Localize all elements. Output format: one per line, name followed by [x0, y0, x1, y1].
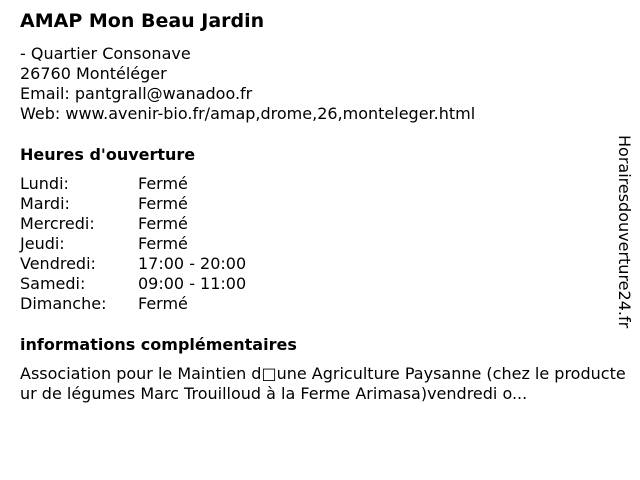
day-label: Mardi: [20, 194, 70, 213]
hours-table [20, 174, 246, 314]
day-label: Vendredi: [20, 254, 96, 273]
address-city: 26760 Montéléger [20, 64, 167, 83]
hours-row-friday [20, 254, 246, 274]
info-description: Association pour le Maintien d□une Agriculture Paysanne (chez le producteur de légumes Marc Trouilloud à la Ferme Arimasa)vendredi o... [20, 364, 626, 403]
web-line: Web: www.avenir-bio.fr/amap,drome,26,monteleger.html [20, 104, 476, 123]
day-label: Samedi: [20, 274, 86, 293]
day-hours: 17:00 - 20:00 [138, 254, 247, 273]
address-street: - Quartier Consonave [20, 44, 191, 63]
day-label: Dimanche: [20, 294, 107, 313]
day-label: Lundi: [20, 174, 69, 193]
day-hours: Fermé [138, 294, 188, 313]
info-heading: informations complémentaires [20, 335, 297, 354]
hours-heading: Heures d'ouverture [20, 145, 196, 164]
day-label: Mercredi: [20, 214, 95, 233]
business-address [20, 44, 475, 124]
email-line: Email: pantgrall@wanadoo.fr [20, 84, 253, 103]
hours-row-tuesday [20, 194, 246, 214]
hours-row-wednesday [20, 214, 246, 234]
day-label: Jeudi: [20, 234, 65, 253]
hours-row-monday [20, 174, 246, 194]
day-hours: Fermé [138, 234, 188, 253]
day-hours: Fermé [138, 194, 188, 213]
site-watermark-label: Horairesdouverture24.fr [615, 135, 634, 329]
hours-row-thursday [20, 234, 246, 254]
hours-row-sunday [20, 294, 246, 314]
day-hours: Fermé [138, 214, 188, 233]
business-name: AMAP Mon Beau Jardin [20, 10, 265, 32]
hours-row-saturday [20, 274, 246, 294]
day-hours: 09:00 - 11:00 [138, 274, 247, 293]
day-hours: Fermé [138, 174, 188, 193]
